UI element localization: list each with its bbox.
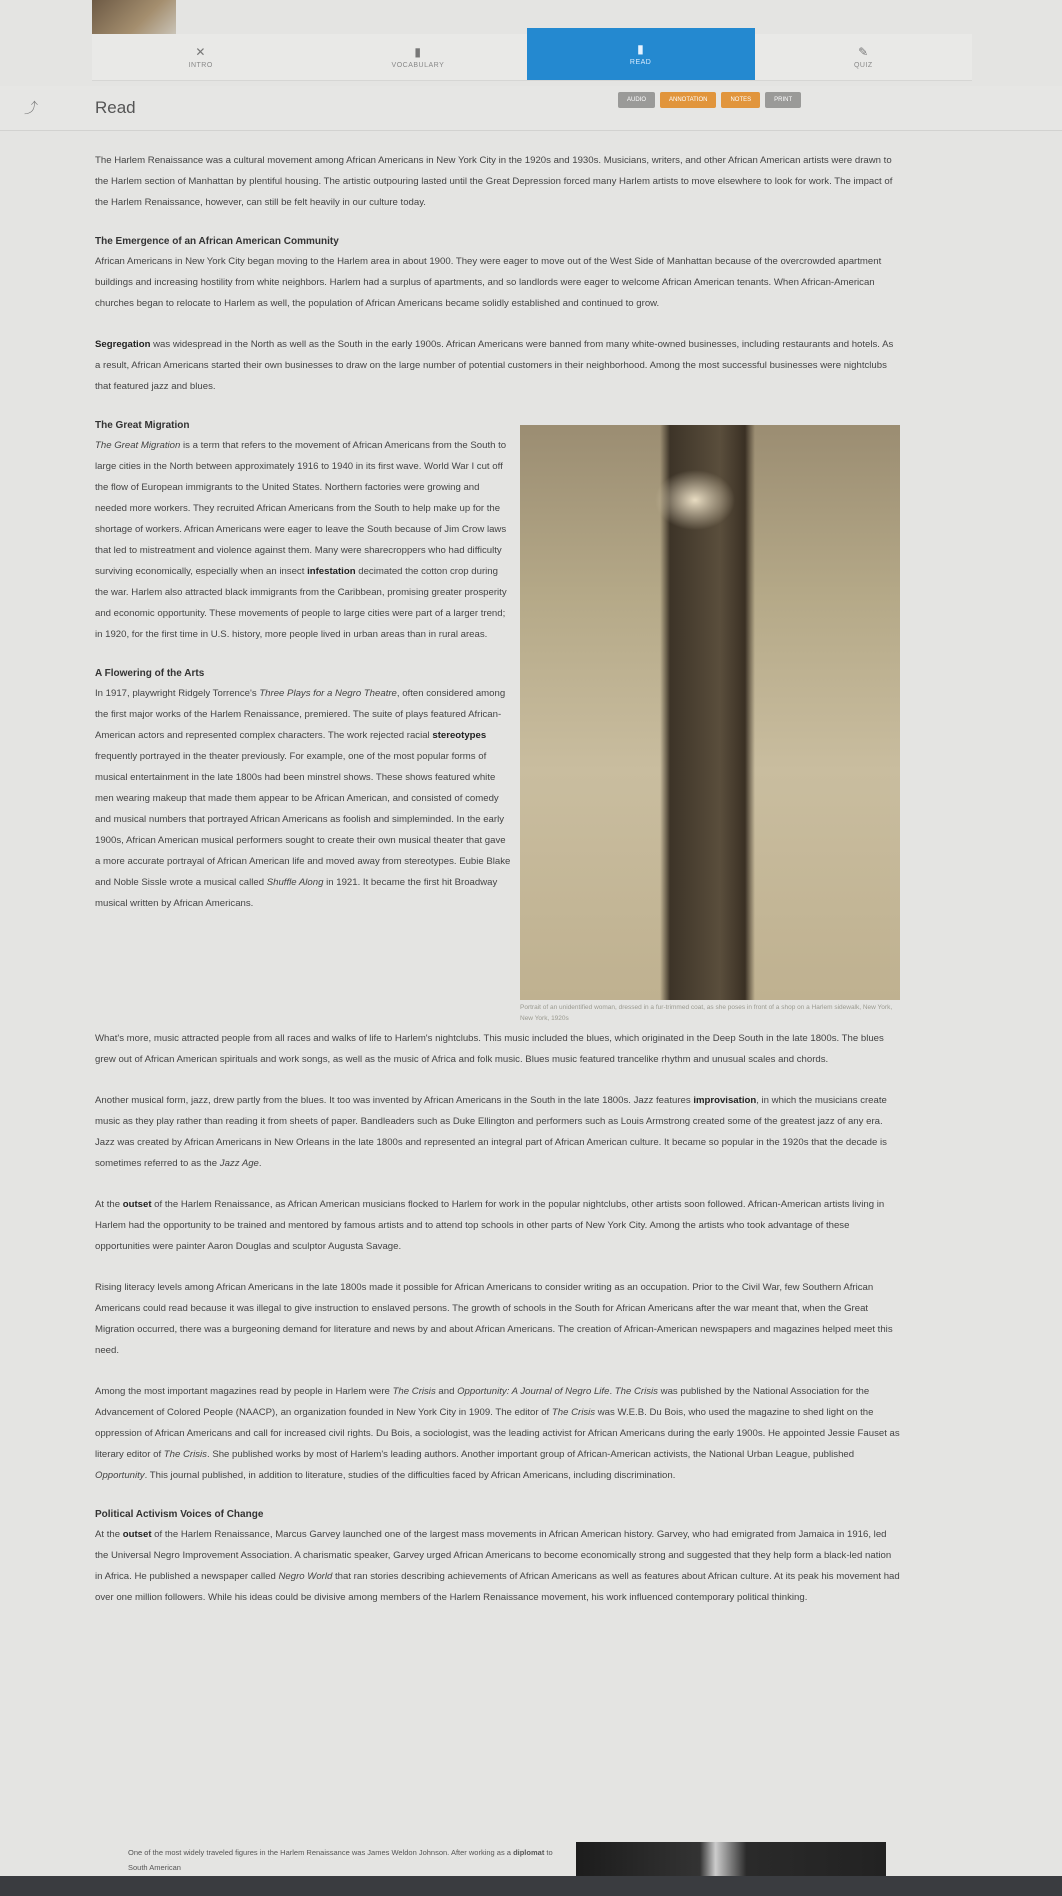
text-run: frequently portrayed in the theater previously. For example, one of the most popular forms of musical entertainment in the late 1800s had been minstrel shows. These shows featured white men wearing makeup that made them appear to be African American, and consisted of comedy and musical numbers that portrayed African Americans as foolish and simpleminded. In the early 1900s, African American musical performers sought to create their own musical theater that gave a more accurate portrayal of African American life and moved away from stereotypes. Eubie Blake and Noble Sissle wrote a musical called xyxy=(95,751,511,888)
text-run: to South American xyxy=(128,1848,553,1872)
tab-label: READ xyxy=(629,59,652,66)
paragraph xyxy=(95,251,900,314)
text-run: Shuffle Along xyxy=(266,877,324,888)
text-run: is a term that refers to the movement of African Americans from the South to large cities in the North between approximately 1916 to 1940 in its first wave. World War I cut off the flow of European immigrants to the United States. Northern factories were growing and needed more workers. They recruited African Americans from the South to help make up for the shortage of workers. African Americans were eager to leave the South because of Jim Crow laws that led to mistreatment and violence against them. Many were sharecroppers who had difficulty surviving economically, especially when an insect xyxy=(95,440,507,577)
toolbar xyxy=(618,92,801,108)
section-heading: A Flowering of the Arts xyxy=(95,668,205,679)
text-run: Negro World xyxy=(278,1571,333,1582)
text-run: of the Harlem Renaissance, as African American musicians flocked to Harlem for work in the popular nightclubs, other artists soon followed. African-American artists living in Harlem had the opportunity to be trained and mentored by famous artists and to attend top schools in other parts of New York City. Among the artists who took advantage of these opportunities were painter Aaron Douglas and sculptor Augusta Savage. xyxy=(95,1199,885,1252)
text-run: was widespread in the North as well as the South in the early 1900s. African Americans were banned from many white-owned businesses, including restaurants and hotels. As a result, African Americans started their own businesses to draw on the large number of potential customers in their neighborhood. Among the most successful businesses were nightclubs that featured jazz and blues. xyxy=(95,339,894,392)
text-run: Opportunity: A Journal of Negro Life xyxy=(457,1386,610,1397)
header-thumbnail-image xyxy=(92,0,176,34)
bottom-photo-partial xyxy=(576,1842,886,1878)
vocab-term[interactable]: diplomat xyxy=(513,1848,545,1857)
text-run: One of the most widely traveled figures in the Harlem Renaissance was James Weldon Johnson. After working as a xyxy=(128,1848,514,1857)
section-heading: Political Activism Voices of Change xyxy=(95,1509,264,1520)
paragraph xyxy=(95,1277,900,1361)
text-run: decimated the cotton crop during the war. Harlem also attracted black immigrants from the Caribbean, promising greater prosperity and economic opportunity. These movements of people to large cities were part of a larger trend; in 1920, for the first time in U.S. history, more people lived in urban areas than in rural areas. xyxy=(95,566,507,640)
vocab-term[interactable]: outset xyxy=(122,1199,152,1210)
text-run: . This journal published, in addition to literature, studies of the difficulties faced by African Americans, including discrimination. xyxy=(144,1470,676,1481)
vocab-term[interactable]: improvisation xyxy=(693,1095,757,1106)
section-heading: The Great Migration xyxy=(95,420,190,431)
text-run: The Crisis xyxy=(551,1407,596,1418)
tab-quiz[interactable] xyxy=(755,34,972,80)
text-run: . xyxy=(609,1386,615,1397)
paragraph xyxy=(95,150,900,213)
quiz-icon: ✎ xyxy=(858,45,869,59)
vocab-term[interactable]: Segregation xyxy=(95,339,151,350)
paragraph xyxy=(95,334,900,397)
paragraph xyxy=(95,1194,900,1257)
paragraph xyxy=(95,1028,900,1070)
text-run: African Americans in New York City began moving to the Harlem area in about 1900. They were eager to move out of the West Side of Manhattan because of the overcrowded apartment buildings and increasing hostility from white neighbors. Harlem had a surplus of apartments, and so landlords were eager to welcome African American tenants. When African-American churches began to relocate to Harlem as well, the population of African Americans became solidly established and continued to grow. xyxy=(95,256,882,309)
text-run: of the Harlem Renaissance, Marcus Garvey launched one of the largest mass movements in African American history. Garvey, who had emigrated from Jamaica in 1916, led the Universal Negro Improvement Association. A charismatic speaker, Garvey urged African Americans to become economically strong and suggested that they help form a black-led nation in Africa. He published a newspaper called xyxy=(95,1529,892,1582)
text-run: Another musical form, jazz, drew partly from the blues. It too was invented by African Americans in the South in the late 1800s. Jazz features xyxy=(95,1095,694,1106)
text-run: Three Plays for a Negro Theatre xyxy=(259,688,397,699)
vocab-term[interactable]: outset xyxy=(122,1529,152,1540)
tab-read[interactable] xyxy=(527,28,755,80)
tab-label: QUIZ xyxy=(853,62,873,69)
photo-caption: Portrait of an unidentified woman, dressed in a fur-trimmed coat, as she poses in front of a shop on a Harlem sidewalk, New York, New York, 1920s xyxy=(520,1004,893,1022)
paragraph-partial xyxy=(128,1845,568,1875)
bottom-bar xyxy=(0,1876,1062,1896)
close-x-icon: ✕ xyxy=(195,45,206,59)
lesson-tabs xyxy=(92,34,972,81)
text-run: What's more, music attracted people from all races and walks of life to Harlem's nightclubs. This music included the blues, which originated in the Deep South in the late 1800s. The blues grew out of African American spirituals and work songs, as well as the music of Africa and folk music. Blues music featured trancelike rhythm and unusual scales and chords. xyxy=(95,1033,884,1065)
text-run: that ran stories describing achievements of African Americans as well as features about African culture. At its peak his movement had over one million followers. While his ideas could be divisive among members of the Harlem Renaissance movement, his work influenced contemporary political thinking. xyxy=(95,1571,900,1603)
paragraph xyxy=(95,1381,900,1486)
back-arrow-icon[interactable]: ⤴ xyxy=(24,100,38,116)
book-icon: ▮ xyxy=(414,45,422,59)
section-heading: The Emergence of an African American Community xyxy=(95,236,339,247)
text-run: , in which the musicians create music as they play rather than reading it from sheets of paper. Bandleaders such as Duke Ellington and performers such as Louis Armstrong created some of the greatest jazz of any era. Jazz was created by African Americans in New Orleans in the late 1800s and represented an integral part of African American culture. It became so popular in the 1920s that the decade is sometimes referred to as the xyxy=(95,1095,887,1169)
text-run: The Great Migration xyxy=(95,440,181,451)
tab-vocabulary[interactable] xyxy=(309,34,526,80)
tab-intro[interactable] xyxy=(92,34,309,80)
text-run: The Crisis xyxy=(614,1386,658,1397)
text-run: Among the most important magazines read by people in Harlem were xyxy=(95,1386,393,1397)
text-run: was published by the National Association for the Advancement of Colored People (NAACP), an organization founded in New York City in 1909. The editor of xyxy=(95,1386,870,1418)
text-run: in 1921. It became the first hit Broadway musical written by African Americans. xyxy=(95,877,498,909)
paragraph xyxy=(95,1524,900,1608)
text-run: The Crisis xyxy=(392,1386,436,1397)
photo-figure xyxy=(520,425,900,1024)
text-run: Opportunity xyxy=(95,1470,145,1481)
tab-label: VOCABULARY xyxy=(391,62,445,69)
reading-passage xyxy=(95,150,900,1628)
text-run: Rising literacy levels among African Americans in the late 1800s made it possible for African Americans to consider writing as an occupation. Prior to the Civil War, few Southern African Americans could read because it was illegal to give instruction to enslaved persons. The growth of schools in the South for African Americans after the war meant that, when the Great Migration occurred, there was a burgeoning demand for literature and news by and about African Americans. The creation of African-American newspapers and magazines helped meet this need. xyxy=(95,1282,893,1356)
print-button[interactable]: PRINT xyxy=(765,92,801,108)
text-run: At the xyxy=(95,1529,123,1540)
tab-label: INTRO xyxy=(188,62,213,69)
paragraph xyxy=(95,1090,900,1174)
page-title: Read xyxy=(95,98,136,117)
text-run: was W.E.B. Du Bois, who used the magazine to shed light on the oppression of African Americans and call for increased civil rights. Du Bois, a sociologist, was the leading activist for African Americans during the early 1900s. He appointed Jessie Fauset as literary editor of xyxy=(95,1407,900,1460)
text-run: , often considered among the first major works of the Harlem Renaissance, premiered. The suite of plays featured African-American actors and represented complex characters. The work rejected racial xyxy=(95,688,506,741)
text-run: In 1917, playwright Ridgely Torrence's xyxy=(95,688,260,699)
text-run: At the xyxy=(95,1199,123,1210)
text-run: . She published works by most of Harlem's leading authors. Another important group of African-American activists, the National Urban League, published xyxy=(206,1449,855,1460)
text-run: The Harlem Renaissance was a cultural movement among African Americans in New York City in the 1920s and 1930s. Musicians, writers, and other African American artists were drawn to the Harlem section of Manhattan by plentiful housing. The artistic outpouring lasted until the Great Depression forced many Harlem artists to move elsewhere to look for work. The impact of the Harlem Renaissance, however, can still be felt heavily in our culture today. xyxy=(95,155,893,208)
vocab-term[interactable]: stereotypes xyxy=(432,730,487,741)
text-run: Jazz Age xyxy=(219,1158,259,1169)
photo-woman-harlem xyxy=(520,425,900,1000)
read-icon: ▮ xyxy=(637,42,645,56)
vocab-term[interactable]: infestation xyxy=(307,566,356,577)
text-run: The Crisis xyxy=(163,1449,207,1460)
text-run: and xyxy=(435,1386,458,1397)
text-run: . xyxy=(258,1158,262,1169)
read-header xyxy=(0,86,1062,131)
audio-button[interactable]: AUDIO xyxy=(618,92,655,108)
annotation-button[interactable]: ANNOTATION xyxy=(660,92,716,108)
notes-button[interactable]: NOTES xyxy=(721,92,760,108)
